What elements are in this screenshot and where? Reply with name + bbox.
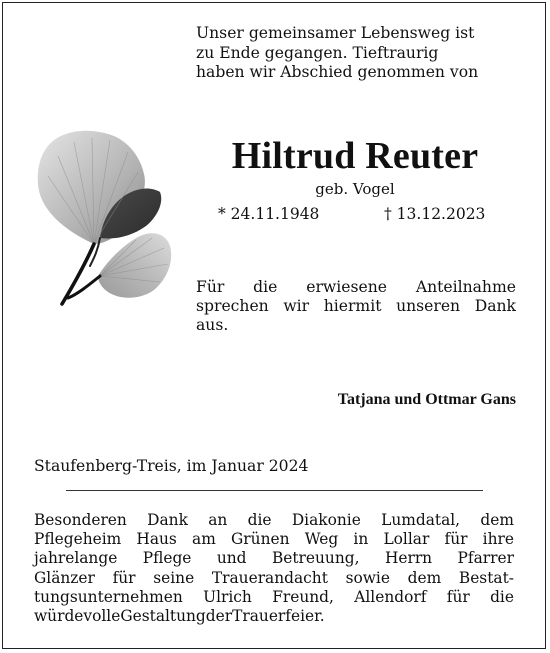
word: Bestat- [458,568,514,587]
birth-name: geb. Vogel [315,180,395,198]
word: am [192,530,216,549]
word: unseren [396,297,461,316]
word: Lumdatal, [381,511,461,529]
word: für [444,530,468,549]
footer-text [34,511,514,626]
word: Trauerfeier. [232,607,325,626]
footer-line [34,511,514,530]
word: für [446,587,470,606]
word: in [353,530,369,549]
word: Für [196,278,225,296]
word: an [208,511,228,529]
word: Anteilnahme [415,278,516,296]
word: für [112,568,136,587]
footer-line [34,549,514,568]
word: Herrn [384,549,433,568]
word: Pflege [142,549,192,568]
signers: Tatjana und Ottmar Gans [337,391,516,408]
word: tungsunternehmen [34,587,183,606]
word: der [205,607,233,626]
word: Ulrich [203,587,252,606]
intro-text [196,24,516,83]
word: Pfarrer [457,549,514,568]
word: Betreuung, [271,549,360,568]
word: jahrelange [34,549,118,568]
birth-date: * 24.11.1948 [218,205,320,223]
word: Allendorf [354,587,427,606]
word: Dank [474,297,516,316]
word: Besonderen [34,511,127,529]
thanks-line [196,278,516,297]
word: dem [407,568,442,587]
thanks-line [196,297,516,316]
footer-line [34,607,514,626]
intro-line: haben wir Abschied genommen von [196,63,479,81]
word: sprechen [196,297,269,316]
word: hiermit [323,297,382,316]
thanks-line [196,316,516,335]
word: würdevolle [34,607,121,626]
footer-line [34,530,514,549]
word: Pflegeheim [34,530,122,549]
death-date: † 13.12.2023 [384,205,486,223]
word: Grünen [231,530,290,549]
word: die [490,587,514,606]
intro-line: zu Ende gegangen. Tieftraurig [196,43,439,62]
word: dem [480,511,514,529]
word: Haus [136,530,177,549]
word: erwiesene [306,278,387,296]
word: wir [283,297,310,316]
word: Trauerandacht [211,568,328,587]
deceased-name: Hiltrud Reuter [231,135,479,177]
word: sowie [345,568,390,587]
word: Weg [304,530,339,549]
word: Lollar [383,530,430,549]
footer-line [34,588,514,607]
word: Diakonie [291,511,361,529]
word: Glänzer [34,568,95,587]
footer-line [34,569,514,588]
word: die [247,511,272,529]
word: Freund, [272,587,334,606]
word: aus. [196,316,229,335]
word: und [216,549,247,568]
intro-line: Unser gemeinsamer Lebensweg ist [196,24,475,42]
word: Dank [147,511,188,529]
word: Gestaltung [120,607,206,626]
place-date: Staufenberg-Treis, im Januar 2024 [34,457,309,475]
word: seine [153,568,195,587]
thanks-text [196,278,516,336]
ginkgo-leaf-icon [28,126,178,312]
word: ihre [482,530,514,549]
word: die [253,278,278,296]
divider-line [66,490,483,491]
